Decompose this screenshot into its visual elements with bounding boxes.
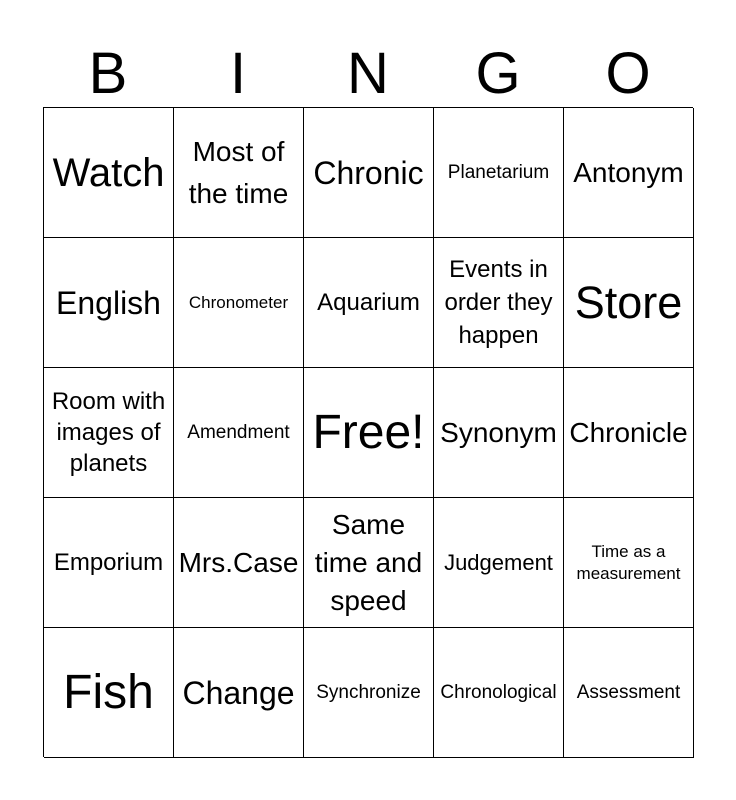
cell-text: Store: [574, 276, 683, 328]
cell-text: Planetarium: [447, 161, 550, 183]
cell-text: English: [56, 284, 161, 321]
bingo-cell[interactable]: [304, 238, 434, 368]
cell-text: Judgement: [444, 550, 553, 575]
cell-text: Change: [182, 674, 295, 711]
bingo-cell[interactable]: [304, 628, 434, 758]
bingo-cell[interactable]: [174, 238, 304, 368]
cell-text: Fish: [63, 665, 154, 719]
header-letter-i: I: [229, 41, 247, 106]
free-space-label: Free!: [312, 405, 425, 459]
bingo-cell[interactable]: [434, 498, 564, 628]
cell-text: Events in order they happen: [444, 256, 553, 349]
cell-text: Mrs.Case: [178, 546, 299, 578]
bingo-cell[interactable]: [304, 498, 434, 628]
cell-text: Same time and speed: [314, 508, 423, 616]
bingo-header: [43, 40, 693, 108]
cell-text: Amendment: [187, 421, 290, 443]
bingo-cell[interactable]: [434, 628, 564, 758]
bingo-cell[interactable]: [564, 498, 694, 628]
bingo-cell[interactable]: [44, 368, 174, 498]
cell-text: Antonym: [573, 156, 684, 188]
cell-text: Chronometer: [188, 292, 289, 312]
bingo-cell[interactable]: [434, 238, 564, 368]
bingo-cell[interactable]: [174, 368, 304, 498]
bingo-cell[interactable]: [174, 498, 304, 628]
bingo-cell[interactable]: [434, 368, 564, 498]
header-letter-g: G: [475, 41, 521, 106]
bingo-cell[interactable]: [564, 368, 694, 498]
bingo-board: [43, 107, 693, 757]
bingo-cell[interactable]: [44, 238, 174, 368]
cell-text: Chronological: [440, 681, 557, 703]
bingo-cell[interactable]: [44, 498, 174, 628]
cell-text: Room with images of planets: [51, 388, 166, 477]
bingo-cell[interactable]: [44, 108, 174, 238]
cell-text: Watch: [52, 150, 165, 195]
bingo-cell[interactable]: [304, 108, 434, 238]
bingo-cell[interactable]: [564, 628, 694, 758]
header-letter-n: N: [347, 41, 389, 106]
cell-text: Emporium: [53, 549, 164, 576]
cell-text: Time as a measurement: [576, 541, 681, 583]
header-letter-o: O: [605, 41, 651, 106]
cell-text: Aquarium: [317, 289, 420, 316]
cell-text: Synonym: [440, 416, 557, 448]
bingo-cell[interactable]: [564, 238, 694, 368]
cell-text: Synchronize: [316, 681, 421, 703]
bingo-cell[interactable]: [304, 368, 434, 498]
cell-text: Chronicle: [569, 416, 688, 448]
bingo-cell[interactable]: [44, 628, 174, 758]
bingo-cell[interactable]: [434, 108, 564, 238]
bingo-cell[interactable]: [174, 108, 304, 238]
bingo-cell[interactable]: [564, 108, 694, 238]
bingo-cell[interactable]: [174, 628, 304, 758]
cell-text: Assessment: [576, 681, 681, 703]
cell-text: Chronic: [313, 154, 424, 191]
header-letter-b: B: [88, 41, 128, 106]
cell-text: Most of the time: [188, 135, 289, 209]
